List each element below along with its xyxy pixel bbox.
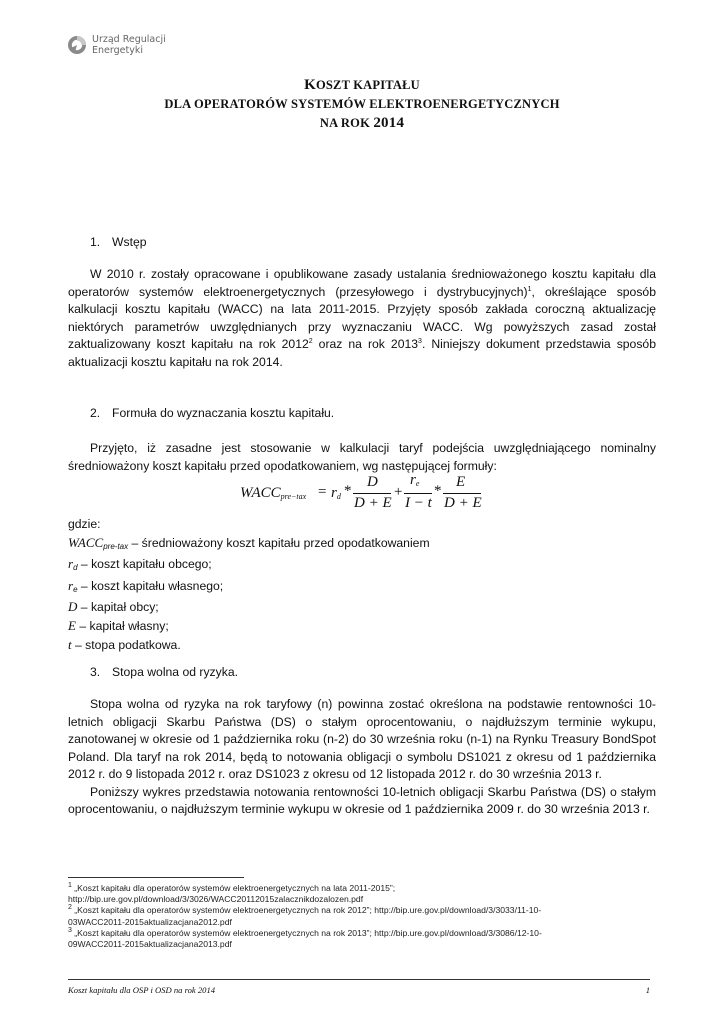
formula-star1: * (344, 483, 352, 499)
formula-frac1-num: D (367, 474, 378, 490)
footnote-ref-3: 3 (418, 337, 422, 345)
footer-title: Koszt kapitału dla OSP i OSD na rok 2014 (68, 985, 216, 995)
formula-frac2-den: I − t (405, 495, 432, 511)
footnote-separator (68, 877, 244, 878)
title-line2: DLA OPERATORÓW SYSTEMÓW ELEKTROENERGETYCZNYCH (164, 97, 560, 111)
formula-frac1-den: D + E (354, 495, 392, 511)
formula-plus: + (394, 484, 403, 500)
formula-frac2-num: $r_e$ (410, 472, 420, 488)
footnotes (68, 883, 658, 950)
ure-logo (67, 34, 166, 56)
definitions-intro: gdzie: (68, 517, 101, 531)
section1-body (68, 266, 656, 371)
logo-text (92, 34, 166, 56)
section2-body (68, 440, 656, 475)
definition-item: t – stopa podatkowa. (68, 636, 181, 652)
formula-rd: $r_d$ (331, 485, 341, 501)
definition-item: E – kapitał własny; (68, 617, 169, 633)
formula-frac3-bar (443, 493, 481, 494)
logo-line2: Energetyki (92, 45, 143, 56)
section1-paragraph: W 2010 r. zostały opracowane i opublikowane zasady ustalania średnioważonego kosztu kapitału dla operatorów systemów elektroenergetycznych (przesyłowego i dystrybucyjnych)$^1$, określające sposób kalkulacji kosztu kapitału (WACC) na lata 2011-2015. Przyjęty sposób zakłada coroczną aktualizację niektórych parametrów uwzględnianych przy wyznaczaniu WACC. Wg powyższych zasad został zaktualizowany koszt kapitału na rok 2012$^2$ oraz na rok 2013$^3$. Niniejszy dokument przedstawia sposób aktualizacji kosztu kapitału na rok 2014. (68, 267, 656, 369)
footnote: $^3$ „Koszt kapitału dla operatorów systemów elektroenergetycznych na rok 2013”; http://bip.ure.gov.pl/download/3/3086/12-10- 09WACC2011-2015aktualizacjana2013.pdf (68, 926, 542, 950)
footnote-ref-2: 2 (308, 337, 313, 345)
footer-separator (68, 979, 650, 980)
page-number: 1 (645, 985, 650, 995)
footnote: $^1$ „Koszt kapitału dla operatorów systemów elektroenergetycznych na lata 2011-2015”; http://bip.ure.gov.pl/download/3/3026/WACC20112015zalacznikdozalozen.pdf (68, 882, 396, 905)
formula-definitions (68, 516, 430, 654)
section2-heading: 2. Formuła do wyznaczania kosztu kapitału. (90, 406, 335, 420)
footnote: $^2$ „Koszt kapitału dla operatorów systemów elektroenergetycznych na rok 2012”; http://bip.ure.gov.pl/download/3/3033/11-10- 03WACC2011-2015aktualizacjana2012.pdf (68, 904, 542, 927)
formula-frac3-num: E (456, 474, 466, 490)
formula-equals: = (318, 484, 327, 500)
wacc-formula (240, 474, 490, 516)
formula-wacc: $WACC_{pre-tax}$ (240, 485, 307, 501)
title-line1: KOSZT KAPITAŁU (304, 77, 420, 93)
formula-frac3-den: D + E (444, 495, 482, 511)
section3-body (68, 696, 656, 819)
ure-logo-icon (67, 35, 87, 55)
section1-heading: 1. Wstęp (90, 235, 147, 249)
formula-frac2-bar (404, 493, 432, 494)
definition-item: $r_d$ – koszt kapitału obcego; (68, 556, 212, 573)
formula-frac1-bar (353, 493, 391, 494)
definition-item: $r_e$ – koszt kapitału własnego; (68, 577, 224, 594)
section3-paragraph1: Stopa wolna od ryzyka na rok taryfowy (n) powinna zostać określona na podstawie rentowności 10-letnich obligacji Skarbu Państwa (DS) o stałym oprocentowaniu, o najdłuższym terminie wykupu, zanotowanej w okresie od 1 października roku (n-2) do 30 września roku (n-1) na Rynku Treasury BondSpot Poland. Dla taryf na rok 2014, będą to notowania obligacji o symbolu DS1021 z okresu od 1 października 2012 r. do 9 listopada 2012 r. oraz DS1023 z okresu od 12 listopada 2012 r. do 30 września 2013 r. (68, 697, 656, 781)
title-line3: NA ROK 2014 (319, 115, 405, 131)
page-footer (68, 985, 650, 995)
section3-paragraph2: Poniższy wykres przedstawia notowania rentowności 10-letnich obligacji Skarbu Państwa (DS) o stałym oprocentowaniu, o najdłuższym terminie wykupu w okresie od 1 października 2009 r. do 30 września 2013 r. (68, 784, 656, 816)
formula-star2: * (434, 483, 442, 499)
document-title (0, 76, 724, 133)
definition-item: $WACC_{pre-tax}$ – średnioważony koszt kapitału przed opodatkowaniem (68, 534, 430, 551)
footnote-ref-1: 1 (527, 285, 532, 293)
logo-line1: Urząd Regulacji (92, 34, 166, 45)
definition-item: D – kapitał obcy; (68, 599, 159, 615)
section2-paragraph: Przyjęto, iż zasadne jest stosowanie w kalkulacji taryf podejścia uwzględniającego nominalny średnioważony koszt kapitału przed opodatkowaniem, wg następującej formuły: (68, 441, 656, 473)
section3-heading: 3. Stopa wolna od ryzyka. (90, 665, 239, 679)
